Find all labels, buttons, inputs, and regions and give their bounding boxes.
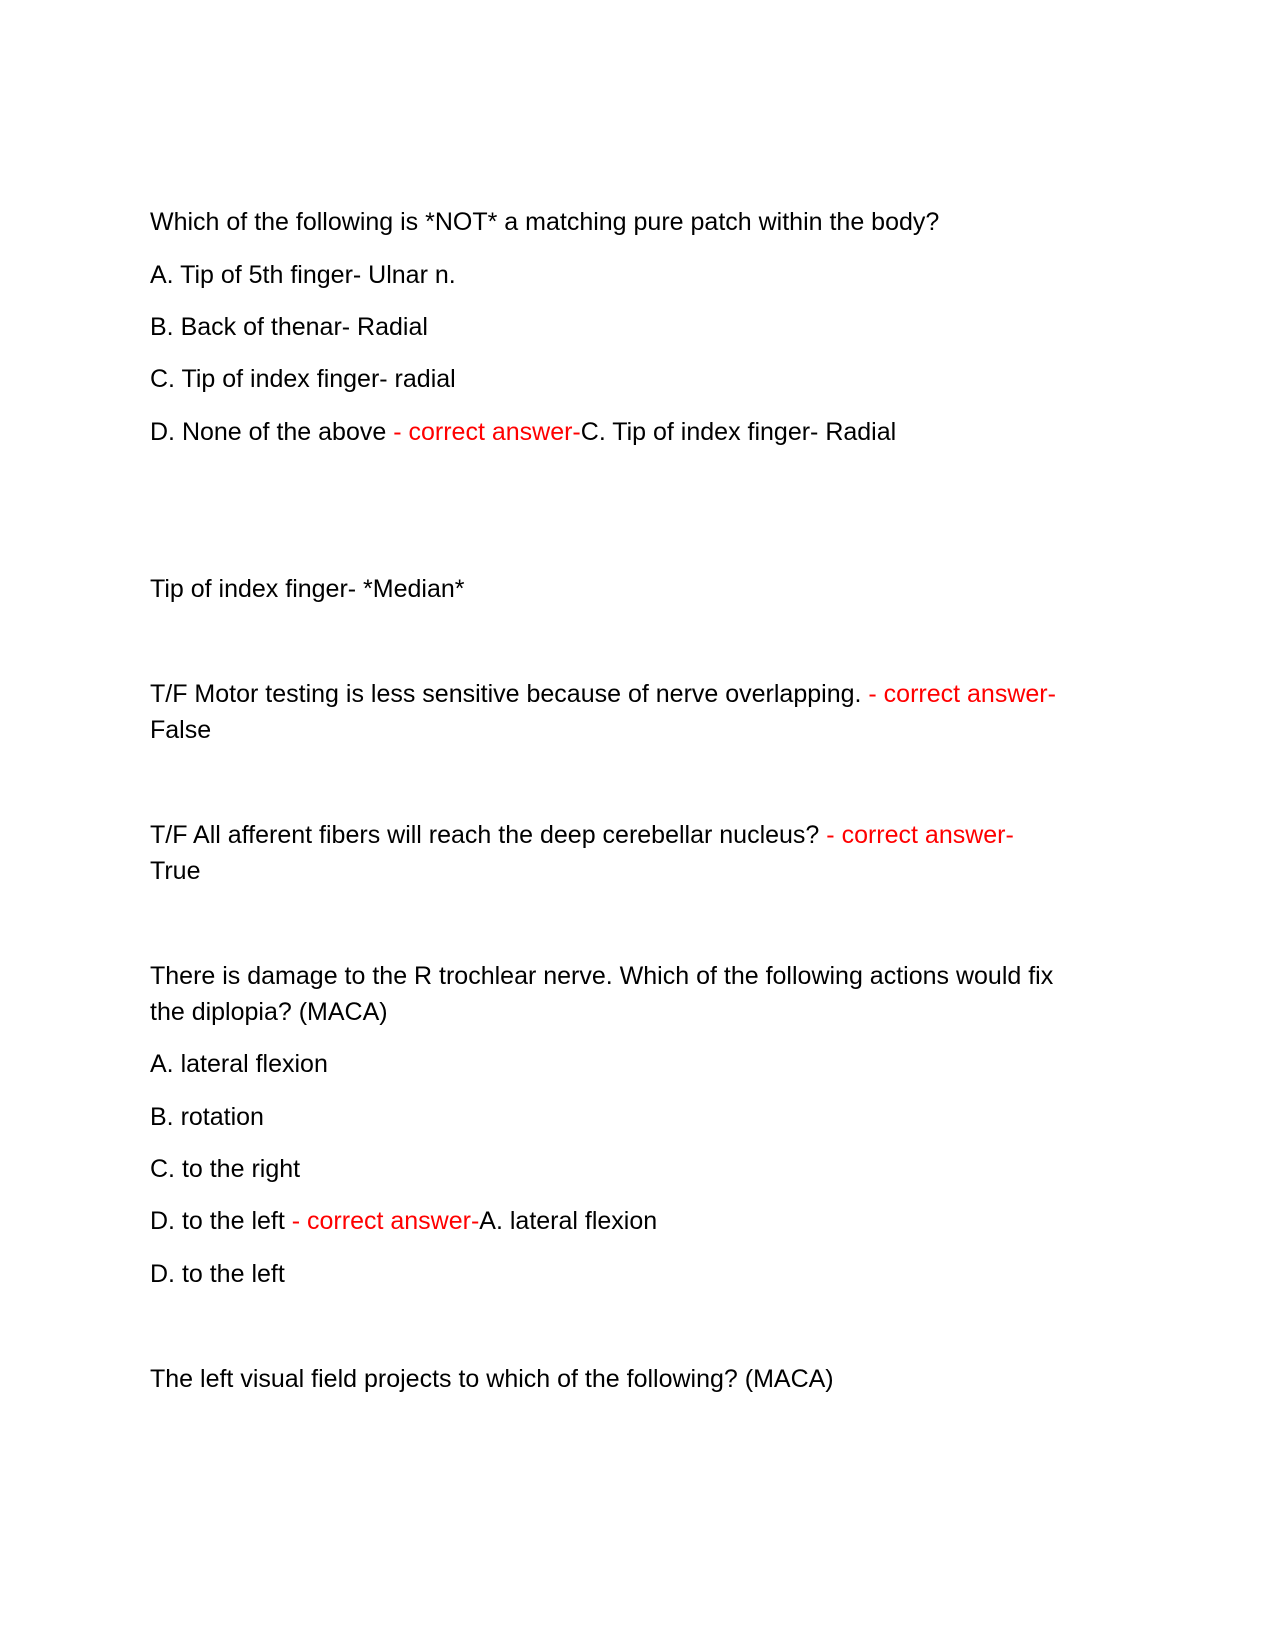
question-4-option-a: A. lateral flexion: [150, 1050, 328, 1078]
question-2-text: T/F Motor testing is less sensitive because of nerve overlapping.: [150, 680, 869, 708]
question-1-option-d-line: [150, 413, 1140, 451]
question-1-text: Which of the following is *NOT* a matching pure patch within the body?: [150, 208, 940, 236]
question-3-answer: True: [150, 857, 201, 885]
question-1-option-c: C. Tip of index finger- radial: [150, 365, 456, 393]
question-4-text-line-2: the diplopia? (MACA): [150, 998, 388, 1026]
question-1-option-b: B. Back of thenar- Radial: [150, 313, 428, 341]
question-1-explanation: Tip of index finger- *Median*: [150, 575, 465, 603]
answer-marker: - correct answer-: [868, 680, 1056, 708]
question-1-answer: C. Tip of index finger- Radial: [580, 418, 897, 446]
question-1-option-d: D. None of the above: [150, 418, 394, 446]
question-4-option-d-line: [150, 1202, 1140, 1240]
question-1-option-a: A. Tip of 5th finger- Ulnar n.: [150, 261, 456, 289]
answer-marker: - correct answer-: [393, 418, 581, 446]
question-4-answer-extra: D. to the left: [150, 1260, 285, 1288]
question-3-line: [150, 816, 1140, 854]
question-3-text: T/F All afferent fibers will reach the deep cerebellar nucleus?: [150, 821, 827, 849]
question-4-text-line-1: There is damage to the R trochlear nerve. Which of the following actions would fix: [150, 962, 1054, 990]
answer-marker: - correct answer-: [826, 821, 1014, 849]
answer-marker: - correct answer-: [291, 1207, 480, 1235]
question-4-option-b: B. rotation: [150, 1103, 264, 1131]
question-2-answer: False: [150, 716, 212, 744]
question-4-option-c: C. to the right: [150, 1155, 301, 1183]
question-4-option-d: D. to the left: [150, 1207, 292, 1235]
question-2-line: [150, 675, 1140, 713]
question-5-text: The left visual field projects to which of the following? (MACA): [150, 1365, 834, 1393]
question-4-answer: A. lateral flexion: [479, 1207, 658, 1235]
